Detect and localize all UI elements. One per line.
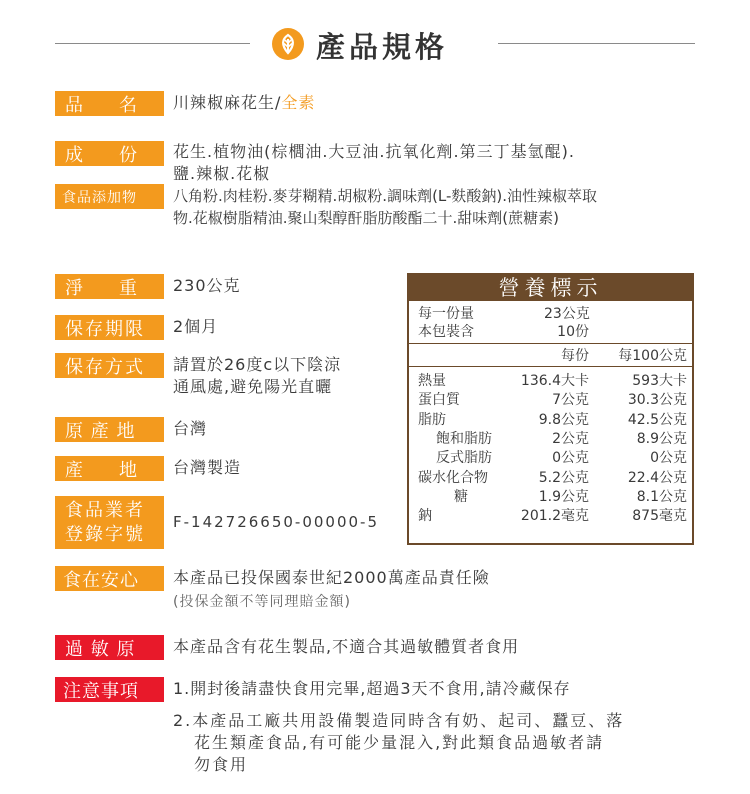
nutrient-per-serving: 2公克 <box>552 430 589 447</box>
nutrient-per-100g: 8.9公克 <box>636 430 687 447</box>
registration-label <box>55 496 164 549</box>
nutrient-per-100g: 0公克 <box>650 450 687 467</box>
nutrient-per-serving: 5.2公克 <box>538 469 589 486</box>
shelf-life-value: 2個月 <box>173 317 219 336</box>
title-divider-left <box>55 43 250 44</box>
notice-item-1: 1.開封後請盡快食用完畢,超過3天不食用,請冷藏保存 <box>173 679 571 698</box>
storage-label: 保存方式 <box>55 353 164 378</box>
servings-per-package-value: 10份 <box>557 324 589 340</box>
nutrient-name: 蛋白質 <box>418 392 460 409</box>
storage-line-1: 請置於26度c以下陰涼 <box>173 355 342 374</box>
ingredients-line-1: 花生.植物油(棕櫚油.大豆油.抗氧化劑.第三丁基氫醌). <box>173 142 575 161</box>
registration-label-line-1: 食品業者 <box>65 499 145 521</box>
nutrient-name: 脂肪 <box>418 411 446 428</box>
column-per-serving: 每份 <box>561 348 589 364</box>
leaf-logo-icon <box>272 28 304 60</box>
additives-line-2: 物.花椒樹脂精油.聚山梨醇酐脂肪酸酯二十.甜味劑(蔗糖素) <box>173 209 560 227</box>
nutrient-name: 鈉 <box>418 508 432 525</box>
product-name-text: 川辣椒麻花生/ <box>173 93 282 112</box>
insurance-label: 食在安心 <box>55 566 164 591</box>
ingredients-label: 成 份 <box>55 141 164 166</box>
nutrient-per-100g: 8.1公克 <box>636 488 687 505</box>
nutrition-divider-2 <box>409 366 692 367</box>
notice-label: 注意事項 <box>55 677 164 702</box>
additives-line-1: 八角粉.肉桂粉.麥芽糊精.胡椒粉.調味劑(L-麩酸鈉).油性辣椒萃取 <box>173 187 598 205</box>
nutrition-title: 營養標示 <box>409 275 692 301</box>
net-weight-label: 淨 重 <box>55 274 164 299</box>
servings-per-package-label: 本包裝含 <box>418 324 474 340</box>
nutrient-per-serving: 7公克 <box>552 392 589 409</box>
additives-label: 食品添加物 <box>55 184 164 209</box>
title-bar <box>0 24 750 64</box>
notice-item-2-line-3: 勿食用 <box>194 755 249 774</box>
allergen-label: 過 敏 原 <box>55 635 164 660</box>
insurance-line-2: (投保金額不等同理賠金額) <box>173 594 351 610</box>
storage-line-2: 通風處,避免陽光直曬 <box>173 377 333 396</box>
nutrient-per-serving: 136.4大卡 <box>520 373 589 389</box>
nutrient-per-serving: 0公克 <box>552 450 589 467</box>
nutrient-per-serving: 1.9公克 <box>538 488 589 505</box>
registration-label-line-2: 登錄字號 <box>65 523 145 545</box>
insurance-line-1: 本產品已投保國泰世紀2000萬產品責任險 <box>173 568 490 587</box>
registration-value: F-142726650-00000-5 <box>173 513 380 531</box>
product-name-value <box>173 92 315 114</box>
nutrient-per-100g: 875毫克 <box>632 508 687 525</box>
ingredients-line-2: 鹽.辣椒.花椒 <box>173 164 271 183</box>
shelf-life-label: 保存期限 <box>55 315 164 340</box>
notice-item-2-line-1: 2.本產品工廠共用設備製造同時含有奶、起司、蠶豆、落 <box>173 711 625 730</box>
vegan-tag: 全素 <box>281 93 316 112</box>
notice-item-2-line-2: 花生類產食品,有可能少量混入,對此類食品過敏者請 <box>194 733 605 752</box>
nutrient-per-100g: 42.5公克 <box>627 411 687 428</box>
net-weight-value: 230公克 <box>173 276 241 295</box>
product-name-label: 品 名 <box>55 91 164 116</box>
nutrient-name: 糖 <box>454 488 468 505</box>
nutrient-per-serving: 201.2毫克 <box>520 508 589 525</box>
serving-size-label: 每一份量 <box>418 306 474 322</box>
column-per-100g: 每100公克 <box>618 348 687 364</box>
nutrition-table <box>407 273 694 545</box>
origin-value: 台灣 <box>173 419 208 438</box>
serving-size-value: 23公克 <box>544 306 590 322</box>
title-divider-right <box>498 43 695 44</box>
nutrient-per-100g: 593大卡 <box>632 373 687 389</box>
production-label: 產 地 <box>55 456 164 481</box>
page-title: 產品規格 <box>316 30 449 64</box>
production-value: 台灣製造 <box>173 458 242 477</box>
nutrient-per-serving: 9.8公克 <box>538 411 589 428</box>
nutrient-name: 熱量 <box>418 373 446 389</box>
nutrient-name: 碳水化合物 <box>418 469 488 486</box>
allergen-value: 本產品含有花生製品,不適合其過敏體質者食用 <box>173 637 520 656</box>
nutrient-per-100g: 22.4公克 <box>627 469 687 486</box>
nutrient-per-100g: 30.3公克 <box>627 392 687 409</box>
nutrition-divider-1 <box>409 343 692 344</box>
origin-label: 原 產 地 <box>55 417 164 442</box>
nutrient-name: 飽和脂肪 <box>436 430 492 447</box>
nutrient-name: 反式脂肪 <box>436 450 492 467</box>
